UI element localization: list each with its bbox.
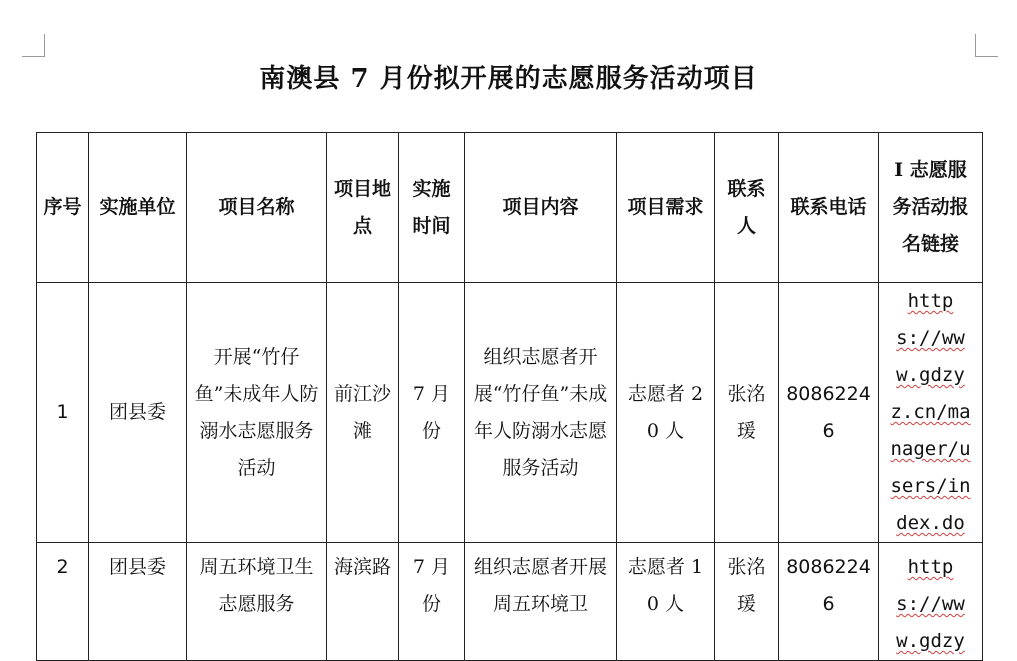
cell-phone: 80862246	[779, 543, 879, 661]
cell-phone: 80862246	[779, 283, 879, 543]
table-row	[37, 283, 983, 543]
header-link: I 志愿服务活动报名链接	[879, 133, 983, 283]
cell-time: 7 月份	[399, 283, 465, 543]
cell-contact: 张洺瑗	[715, 543, 779, 661]
page-corner-mark-top-right	[975, 34, 998, 57]
cell-place: 海滨路	[327, 543, 399, 661]
signup-link[interactable]: https://www.gdzyz.cn/manager/users/index.do	[879, 283, 983, 543]
header-seq: 序号	[37, 133, 89, 283]
document-title: 南澳县 7 月份拟开展的志愿服务活动项目	[259, 64, 758, 94]
cell-need: 志愿者 20 人	[617, 283, 715, 543]
cell-unit: 团县委	[89, 283, 187, 543]
cell-name: 开展“竹仔鱼”未成年人防溺水志愿服务活动	[187, 283, 327, 543]
cell-contact: 张洺瑗	[715, 283, 779, 543]
cell-content: 组织志愿者开展周五环境卫	[465, 543, 617, 661]
cell-seq: 2	[37, 543, 89, 661]
table-row	[37, 543, 983, 661]
page-corner-mark-top-left	[22, 34, 45, 57]
header-unit: 实施单位	[89, 133, 187, 283]
table-header-row	[37, 133, 983, 283]
signup-link[interactable]: https://www.gdzy	[879, 543, 983, 661]
header-phone: 联系电话	[779, 133, 879, 283]
cell-need: 志愿者 10 人	[617, 543, 715, 661]
header-place: 项目地点	[327, 133, 399, 283]
header-name: 项目名称	[187, 133, 327, 283]
header-time: 实施时间	[399, 133, 465, 283]
header-contact: 联系人	[715, 133, 779, 283]
cell-unit: 团县委	[89, 543, 187, 661]
cell-name: 周五环境卫生志愿服务	[187, 543, 327, 661]
cell-seq: 1	[37, 283, 89, 543]
header-need: 项目需求	[617, 133, 715, 283]
cell-content: 组织志愿者开展“竹仔鱼”未成年人防溺水志愿服务活动	[465, 283, 617, 543]
cell-time: 7 月份	[399, 543, 465, 661]
cell-place: 前江沙滩	[327, 283, 399, 543]
activity-table	[36, 132, 983, 661]
header-content: 项目内容	[465, 133, 617, 283]
